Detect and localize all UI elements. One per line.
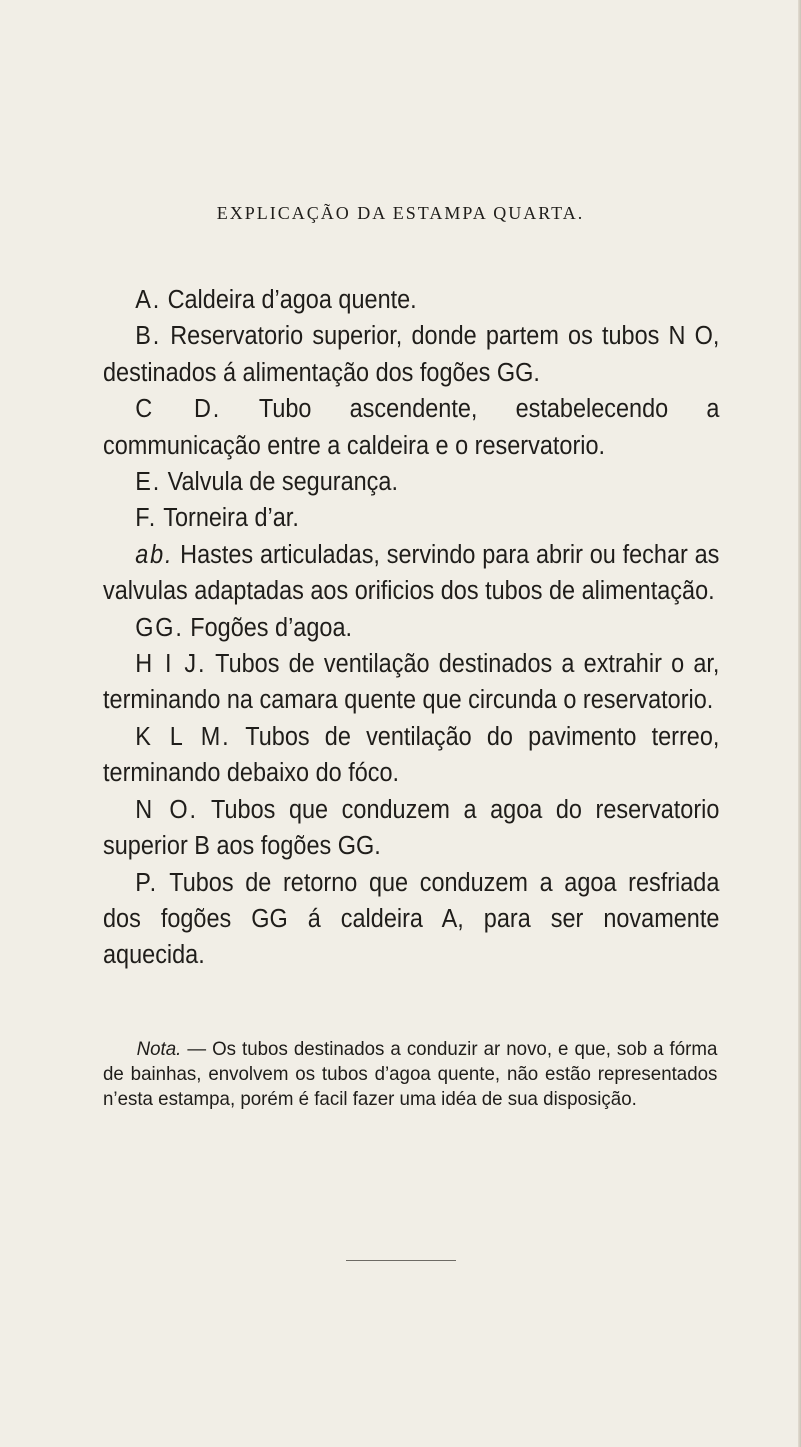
legend-description: Valvula de segurança. [167,468,398,497]
legend-entry-cd [103,391,719,464]
legend-description: Tubos que conduzem a agoa do reservatorio superior B aos fogões GG. [103,795,720,861]
legend-description: Tubos de ventilação destinados a extrahir o ar, terminando na camara quente que circunda o reservatorio. [103,650,720,715]
legend-key: K L M. [135,722,231,751]
legend-description: Hastes articuladas, servindo para abrir ou fechar as valvulas adaptadas aos orificios dos tubos de alimentação. [103,540,720,606]
divider-rule [346,1260,456,1261]
legend-entry-hij [103,646,719,719]
legend-list [103,282,719,974]
legend-description: Tubos de retorno que conduzem a agoa resfriada dos fogões GG á caldeira A, para ser novamente aquecida. [103,868,720,970]
legend-entry-klm [103,719,719,792]
legend-key: E. [135,468,162,497]
legend-description: Caldeira d’agoa quente. [167,286,417,314]
legend-entry-p [103,865,719,974]
legend-entry-ab [103,537,719,610]
legend-entry-gg [103,610,719,646]
legend-key: C D. [135,395,222,424]
legend-key: H I J. [135,650,207,679]
legend-description: Tubo ascendente, estabelecendo a communicação entre a caldeira e o reservatorio. [103,395,720,460]
footnote-text: — Os tubos destinados a conduzir ar novo, e que, sob a fórma de bainhas, envolvem os tubos d’agoa quente, não estão representados n’esta estampa, porém é facil fazer uma idéa de sua disposição. [103,1038,718,1110]
legend-key: P. [135,868,159,897]
legend-key: B. [135,322,162,351]
legend-key: A. [135,286,162,314]
legend-entry-b [103,318,719,391]
legend-description: Torneira d’ar. [163,504,299,533]
legend-entry-no [103,792,719,865]
legend-description: Fogões d’agoa. [190,613,353,642]
footnote [103,1037,717,1111]
page-title: EXPLICAÇÃO DA ESTAMPA QUARTA. [216,203,585,223]
legend-description: Reservatorio superior, donde partem os tubos N O, destinados á alimentação dos fogões GG. [103,322,720,387]
legend-entry-a [103,282,719,318]
legend-entry-e [103,464,719,500]
legend-key: N O. [135,795,198,824]
legend-description: Tubos de ventilação do pavimento terreo, terminando debaixo do fóco. [103,722,720,788]
legend-entry-f [103,500,719,536]
legend-key: F. [135,504,158,533]
legend-key: GG. [135,613,184,642]
legend-key: ab. [135,540,174,569]
footnote-lead: Nota. [136,1038,182,1060]
